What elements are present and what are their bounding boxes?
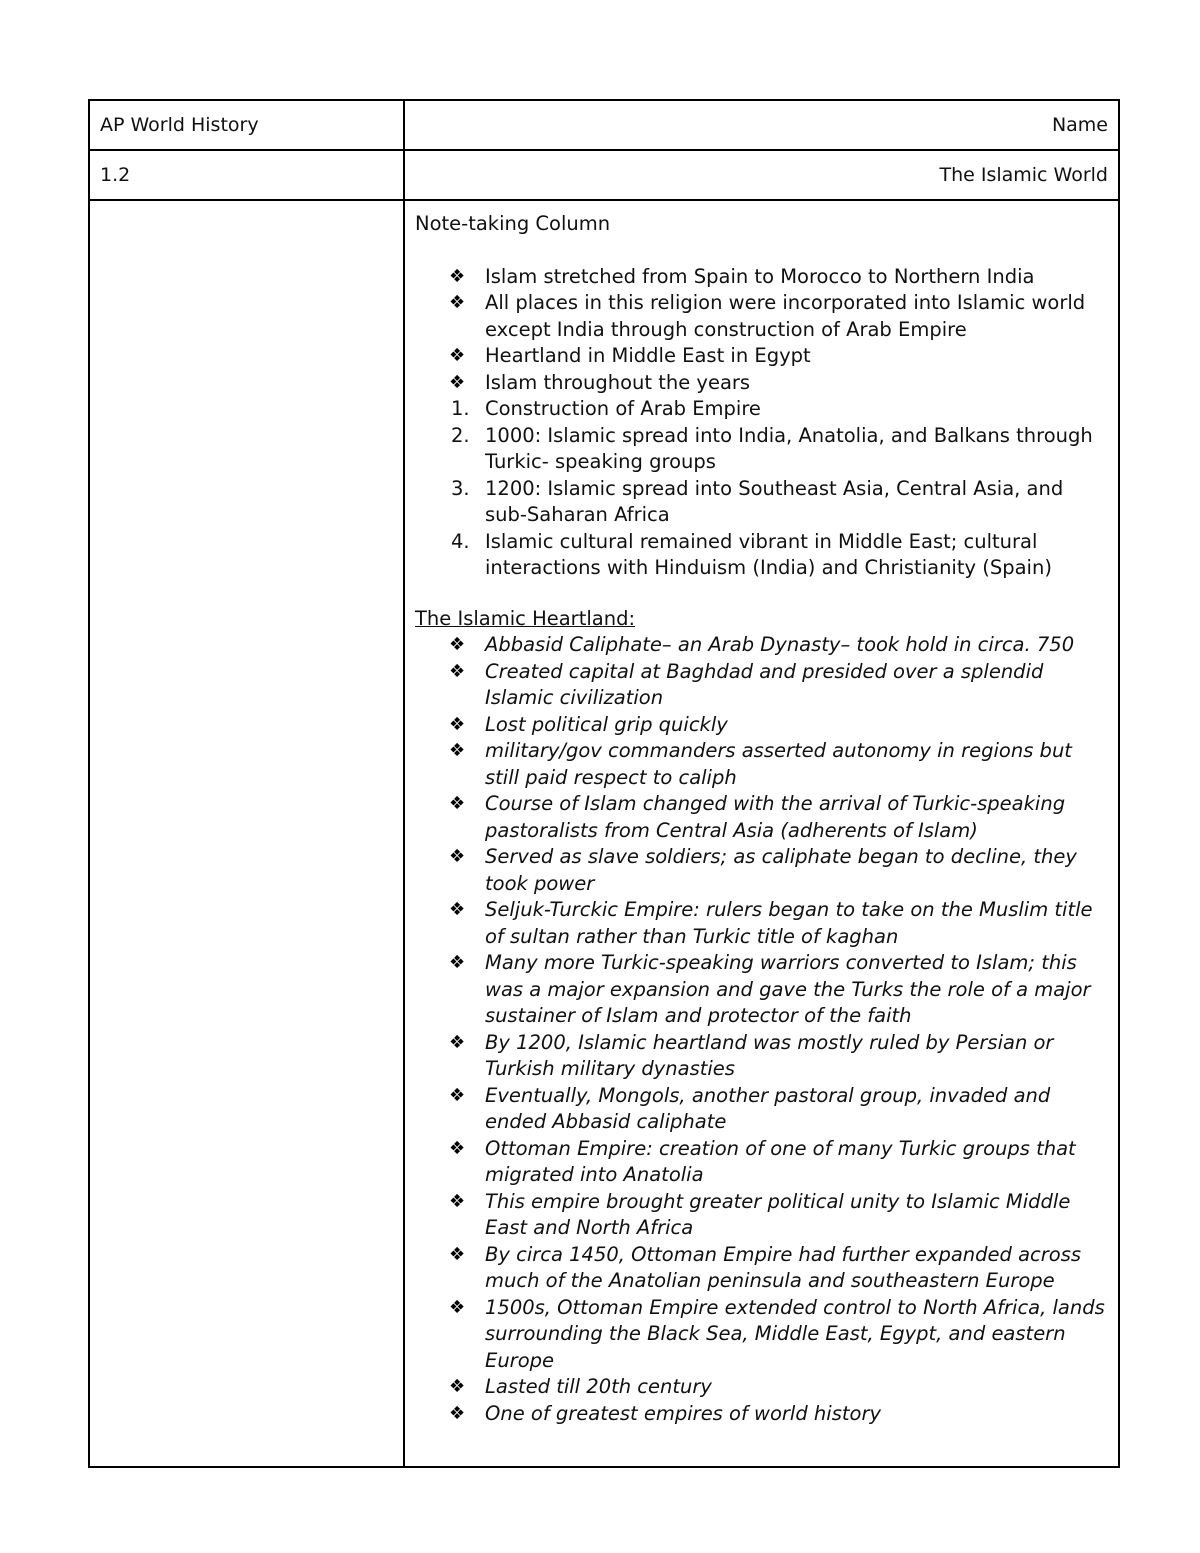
timeline-number: 3. bbox=[451, 476, 470, 500]
notes-row bbox=[90, 201, 1118, 1466]
note-taking-column bbox=[405, 201, 1118, 1466]
diamond-bullet-icon: ❖ bbox=[449, 265, 466, 287]
diamond-bullet-icon: ❖ bbox=[449, 1376, 466, 1397]
list-item bbox=[449, 1401, 1108, 1428]
column-title: Note-taking Column bbox=[415, 212, 611, 235]
diamond-bullet-icon: ❖ bbox=[449, 846, 466, 867]
list-item-text: One of greatest empires of world history bbox=[485, 1401, 881, 1425]
list-item-text: Course of Islam changed with the arrival of Turkic-speaking pastoralists from Central Asia (adherents of Islam) bbox=[485, 792, 1066, 842]
topic-title: The Islamic World bbox=[939, 164, 1108, 186]
diamond-bullet-icon: ❖ bbox=[449, 660, 466, 682]
list-item-text: Islam stretched from Spain to Morocco to Northern India bbox=[485, 264, 1035, 288]
timeline-text: Islamic cultural remained vibrant in Middle East; cultural interactions with Hinduism (India) and Christianity (Spain) bbox=[485, 529, 1052, 579]
list-item-text: All places in this religion were incorporated into Islamic world except India through construction of Arab Empire bbox=[485, 291, 1086, 341]
diamond-bullet-icon: ❖ bbox=[449, 952, 466, 973]
diamond-bullet-icon: ❖ bbox=[449, 1084, 466, 1106]
diamond-bullet-icon: ❖ bbox=[449, 1190, 466, 1212]
diamond-bullet-icon: ❖ bbox=[449, 793, 466, 814]
diamond-bullet-icon: ❖ bbox=[449, 713, 466, 735]
list-item-text: This empire brought greater political unity to Islamic Middle East and North Africa bbox=[485, 1189, 1071, 1239]
diamond-bullet-icon: ❖ bbox=[449, 345, 466, 366]
list-item bbox=[449, 264, 1108, 291]
timeline-item bbox=[451, 396, 1108, 423]
diamond-bullet-icon: ❖ bbox=[449, 371, 466, 393]
list-item bbox=[449, 844, 1108, 897]
list-item-text: Islam throughout the years bbox=[485, 370, 751, 394]
list-item-text: Many more Turkic-speaking warriors converted to Islam; this was a major expansion and gave the Turks the role of a major sustainer of Islam and protector of the faith bbox=[485, 951, 1091, 1027]
list-item-text: Lost political grip quickly bbox=[485, 712, 728, 736]
list-item bbox=[449, 1030, 1108, 1083]
list-item bbox=[449, 791, 1108, 844]
diamond-bullet-icon: ❖ bbox=[449, 1296, 466, 1318]
diamond-bullet-icon: ❖ bbox=[449, 1243, 466, 1265]
diamond-bullet-icon: ❖ bbox=[449, 634, 466, 655]
list-item-text: Seljuk-Turckic Empire: rulers began to take on the Muslim title of sultan rather than Turkic title of kaghan bbox=[485, 898, 1093, 948]
list-item-text: Abbasid Caliphate– an Arab Dynasty– took hold in circa. 750 bbox=[485, 633, 1075, 656]
diamond-bullet-icon: ❖ bbox=[449, 1031, 466, 1053]
list-item bbox=[449, 1083, 1108, 1136]
list-item-text: By circa 1450, Ottoman Empire had further expanded across much of the Anatolian peninsula and southeastern Europe bbox=[485, 1242, 1082, 1292]
list-item bbox=[449, 712, 1108, 739]
unit-number: 1.2 bbox=[90, 151, 405, 199]
cornell-notes-table bbox=[88, 99, 1120, 1468]
list-item-text: Created capital at Baghdad and presided over a splendid Islamic civilization bbox=[485, 659, 1044, 709]
list-item bbox=[449, 659, 1108, 712]
intro-bullet-list bbox=[415, 264, 1108, 397]
list-item bbox=[449, 897, 1108, 950]
course-title: AP World History bbox=[90, 101, 405, 149]
list-item-text: Lasted till 20th century bbox=[485, 1375, 712, 1398]
list-item-text: Ottoman Empire: creation of one of many Turkic groups that migrated into Anatolia bbox=[485, 1136, 1076, 1186]
heartland-bullet-list bbox=[415, 632, 1108, 1427]
list-item bbox=[449, 1189, 1108, 1242]
list-item bbox=[449, 343, 1108, 370]
list-item bbox=[449, 632, 1108, 659]
name-label: Name bbox=[1051, 114, 1108, 136]
timeline-list bbox=[415, 396, 1108, 582]
list-item bbox=[449, 1295, 1108, 1375]
list-item bbox=[449, 738, 1108, 791]
section-title-heartland: The Islamic Heartland: bbox=[415, 606, 636, 630]
list-item bbox=[449, 1242, 1108, 1295]
timeline-number: 2. bbox=[451, 423, 470, 447]
diamond-bullet-icon: ❖ bbox=[449, 292, 466, 313]
list-item-text: 1500s, Ottoman Empire extended control to North Africa, lands surrounding the Black Sea, Middle East, Egypt, and eastern Europe bbox=[485, 1295, 1105, 1372]
list-item bbox=[449, 370, 1108, 397]
header-row-course bbox=[90, 101, 1118, 151]
list-item-text: By 1200, Islamic heartland was mostly ruled by Persian or Turkish military dynasties bbox=[485, 1030, 1054, 1080]
timeline-text: 1000: Islamic spread into India, Anatolia, and Balkans through Turkic- speaking groups bbox=[485, 423, 1093, 473]
list-item-text: Eventually, Mongols, another pastoral group, invaded and ended Abbasid caliphate bbox=[485, 1083, 1051, 1133]
diamond-bullet-icon: ❖ bbox=[449, 1137, 466, 1159]
list-item-text: military/gov commanders asserted autonomy in regions but still paid respect to caliph bbox=[485, 739, 1072, 789]
diamond-bullet-icon: ❖ bbox=[449, 899, 466, 920]
list-item bbox=[449, 1136, 1108, 1189]
diamond-bullet-icon: ❖ bbox=[449, 1402, 466, 1424]
diamond-bullet-icon: ❖ bbox=[449, 740, 466, 761]
timeline-number: 4. bbox=[451, 529, 470, 553]
timeline-text: 1200: Islamic spread into Southeast Asia, Central Asia, and sub-Saharan Africa bbox=[485, 476, 1064, 526]
timeline-number: 1. bbox=[451, 397, 470, 420]
cue-column bbox=[90, 201, 405, 1466]
list-item bbox=[449, 290, 1108, 343]
timeline-text: Construction of Arab Empire bbox=[485, 397, 761, 420]
timeline-item bbox=[451, 476, 1108, 529]
timeline-item bbox=[451, 423, 1108, 476]
header-row-topic bbox=[90, 151, 1118, 201]
timeline-item bbox=[451, 529, 1108, 582]
list-item bbox=[449, 1374, 1108, 1401]
list-item-text: Served as slave soldiers; as caliphate began to decline, they took power bbox=[485, 845, 1077, 895]
list-item-text: Heartland in Middle East in Egypt bbox=[485, 344, 811, 367]
list-item bbox=[449, 950, 1108, 1030]
